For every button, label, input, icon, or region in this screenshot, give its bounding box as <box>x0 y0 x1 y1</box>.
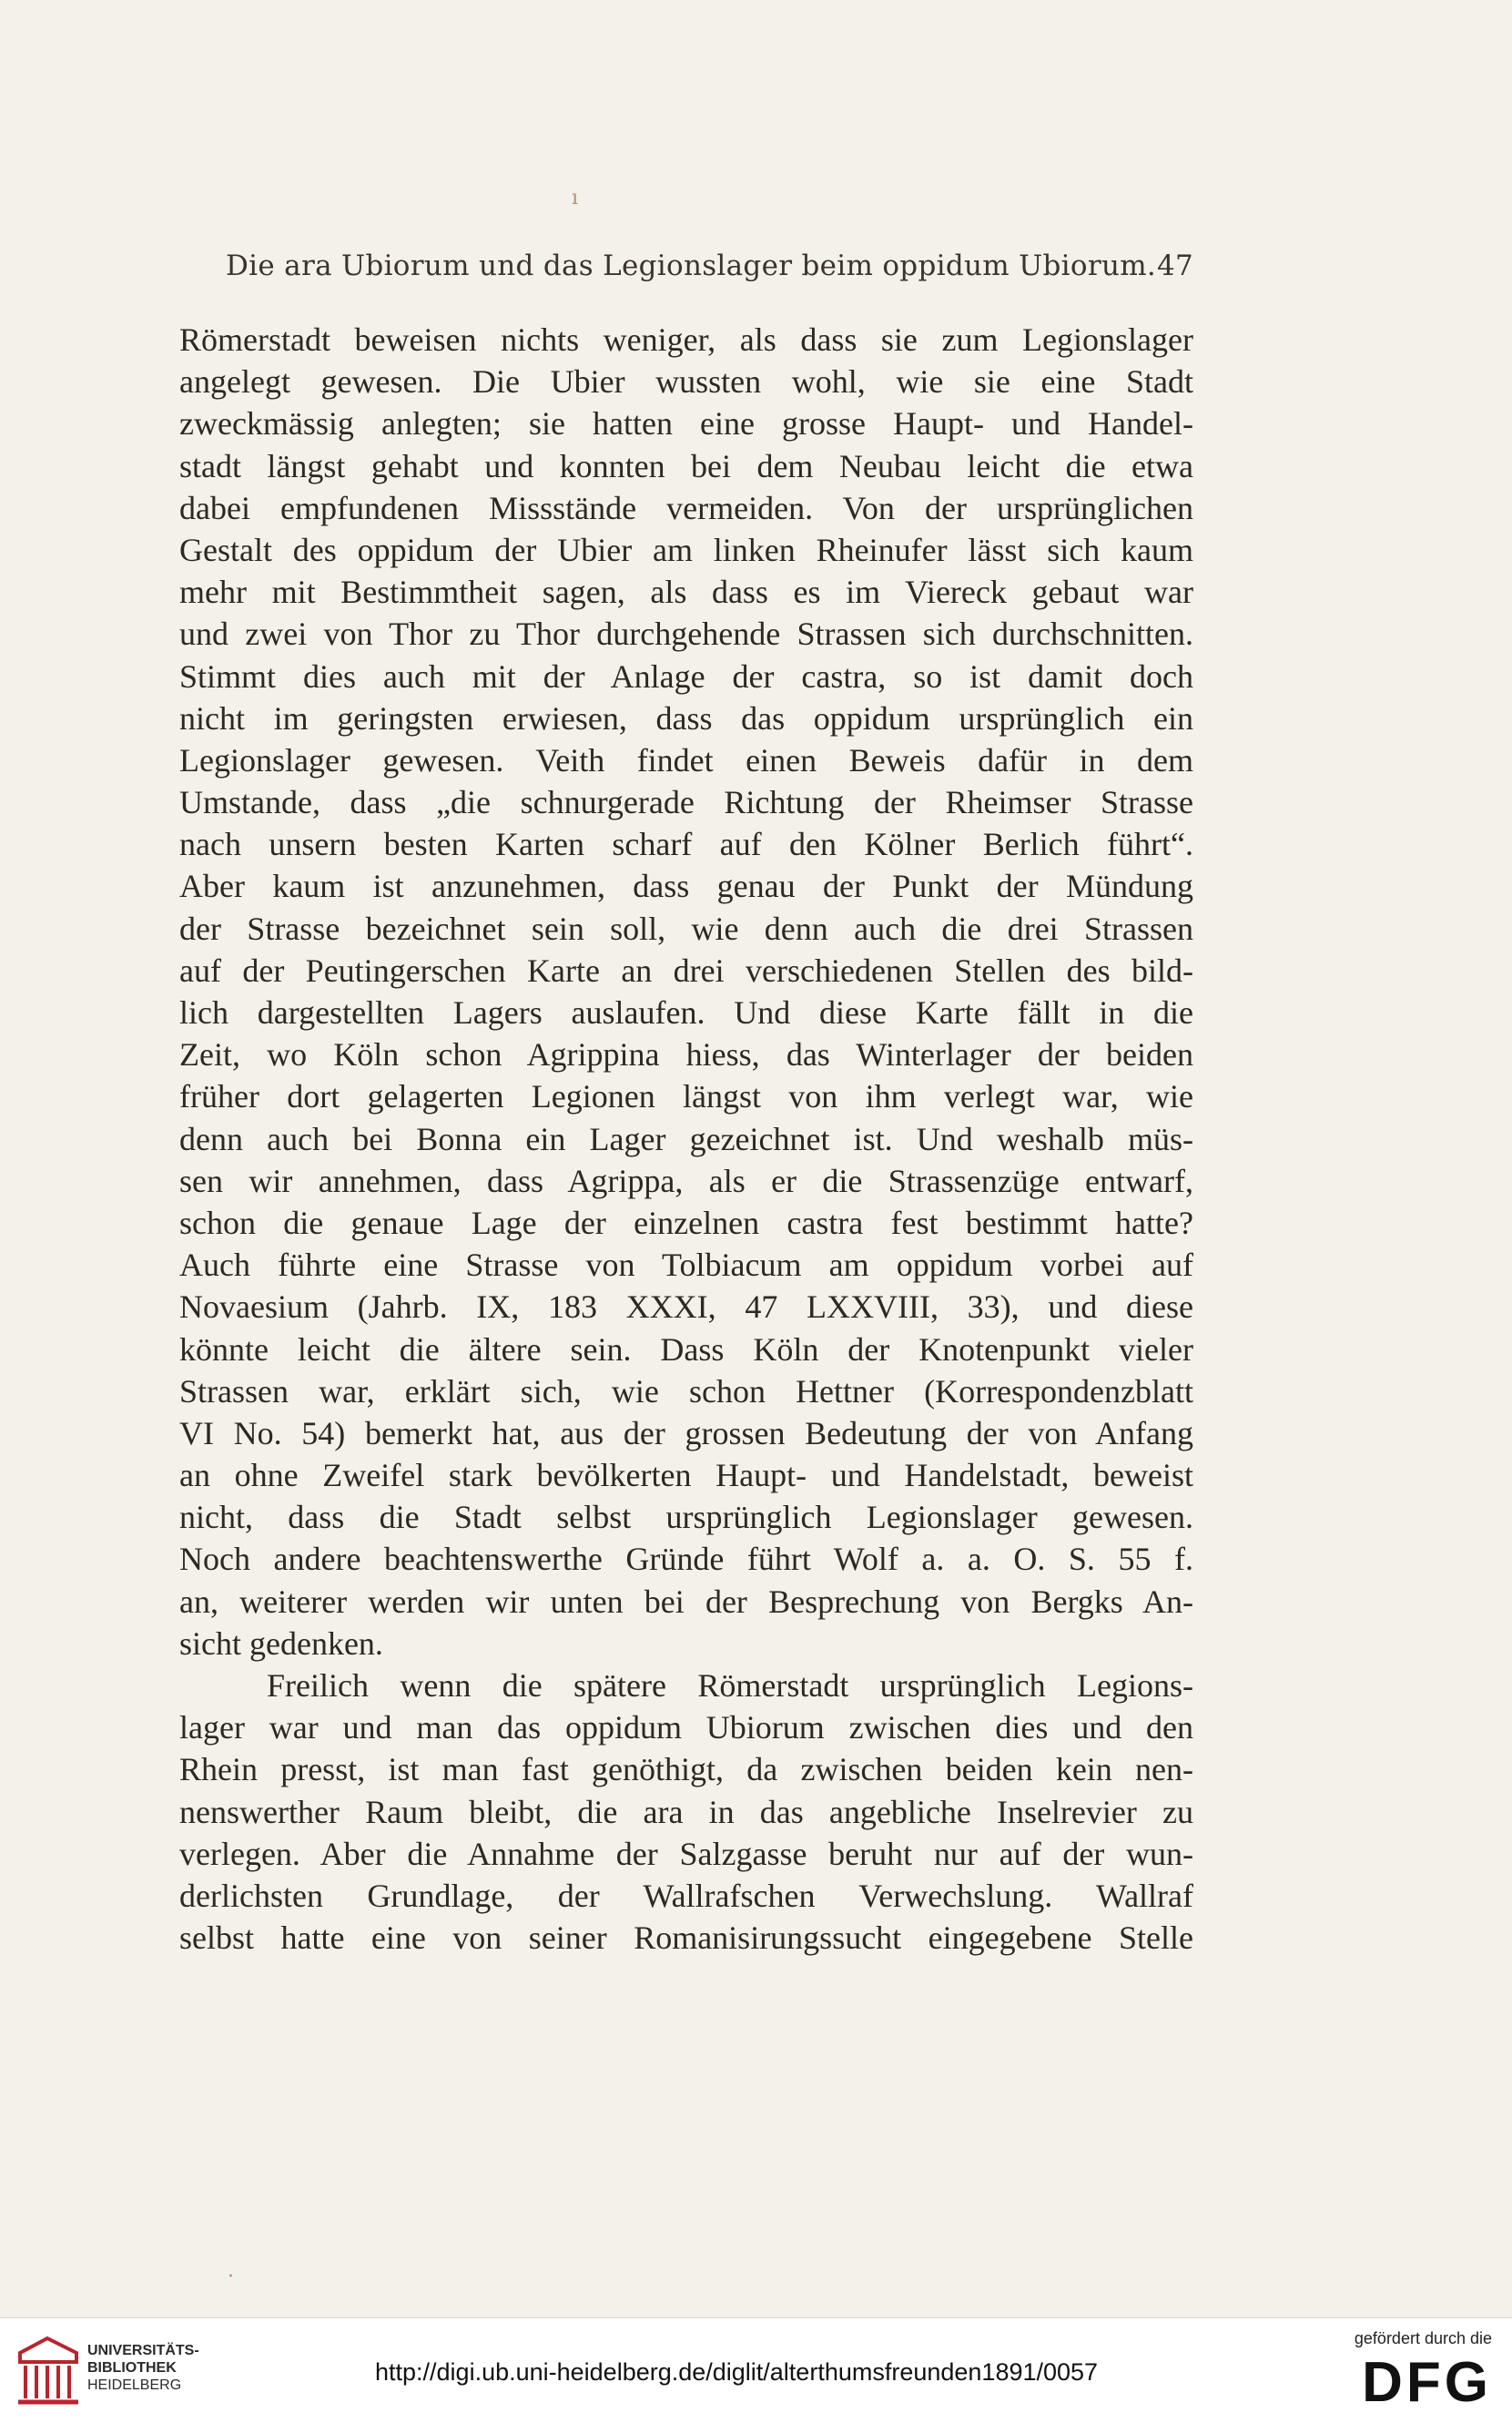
text-line: Rhein presst, ist man fast genöthigt, da zwischen beiden kein nen- <box>179 1751 1193 1788</box>
text-line: Auch führte eine Strasse von Tolbiacum am oppidum vorbei auf <box>179 1247 1193 1284</box>
digitization-footer <box>0 2317 1512 2423</box>
text-line: lich dargestellten Lagers auslaufen. Und diese Karte fällt in die <box>179 994 1193 1031</box>
text-line: auf der Peutingerschen Karte an drei verschiedenen Stellen des bild- <box>179 952 1193 989</box>
dfg-logo: DFG <box>1362 2351 1492 2414</box>
text-line: nicht im geringsten erwiesen, dass das oppidum ursprünglich ein <box>179 699 1193 737</box>
university-library-name: UNIVERSITÄTS- BIBLIOTHEK HEIDELBERG <box>87 2343 199 2393</box>
text-line: nach unsern besten Karten scharf auf den Kölner Berlich führt“. <box>179 826 1193 863</box>
text-line: VI No. 54) bemerkt hat, aus der grossen Bedeutung der von Anfang <box>179 1414 1193 1451</box>
text-line: angelegt gewesen. Die Ubier wussten wohl, wie sie eine Stadt <box>179 363 1193 401</box>
running-head-title: Die ara Ubiorum und das Legionslager beim oppidum Ubiorum. <box>226 249 1157 282</box>
text-line: und zwei von Thor zu Thor durchgehende Strassen sich durchschnitten. <box>179 616 1193 653</box>
text-line: stadt längst gehabt und konnten bei dem Neubau leicht die etwa <box>179 447 1193 484</box>
text-line: denn auch bei Bonna ein Lager gezeichnet ist. Und weshalb müs- <box>179 1120 1193 1157</box>
text-line: selbst hatte eine von seiner Romanisirungssucht eingegebene Stelle <box>179 1919 1193 1957</box>
text-line: lager war und man das oppidum Ubiorum zwischen dies und den <box>179 1709 1193 1746</box>
text-line: sicht gedenken. <box>179 1624 383 1662</box>
permalink-url[interactable]: http://digi.ub.uni-heidelberg.de/diglit/alterthumsfreunden1891/0057 <box>375 2358 1099 2386</box>
text-line: Novaesium (Jahrb. IX, 183 XXXI, 47 LXXVIII, 33), und diese <box>179 1288 1193 1326</box>
page-number: 47 <box>1156 249 1193 282</box>
funder-caption: gefördert durch die <box>1354 2329 1492 2347</box>
text-line: Stimmt dies auch mit der Anlage der castra, so ist damit doch <box>179 657 1193 695</box>
text-line: Aber kaum ist anzunehmen, dass genau der Punkt der Mündung <box>179 868 1193 905</box>
text-line: Legionslager gewesen. Veith findet einen Beweis dafür in dem <box>179 741 1193 779</box>
text-line: verlegen. Aber die Annahme der Salzgasse beruht nur auf der wun- <box>179 1835 1193 1872</box>
text-line: derlichsten Grundlage, der Wallrafschen Verwechslung. Wallraf <box>179 1877 1193 1914</box>
text-line: Umstande, dass „die schnurgerade Richtung der Rheimser Strasse <box>179 784 1193 821</box>
text-line: könnte leicht die ältere sein. Dass Köln der Knotenpunkt vieler <box>179 1330 1193 1368</box>
text-line: mehr mit Bestimmtheit sagen, als dass es im Viereck gebaut war <box>179 574 1193 611</box>
university-library-logo-icon <box>13 2335 82 2409</box>
text-line: Zeit, wo Köln schon Agrippina hiess, das Winterlager der beiden <box>179 1036 1193 1074</box>
scan-speck: · <box>228 2265 234 2288</box>
text-line: Römerstadt beweisen nichts weniger, als dass sie zum Legionslager <box>179 321 1193 358</box>
text-line: schon die genaue Lage der einzelnen castra fest bestimmt hatte? <box>179 1204 1193 1241</box>
text-line: früher dort gelagerten Legionen längst von ihm verlegt war, wie <box>179 1078 1193 1115</box>
text-line: der Strasse bezeichnet sein soll, wie denn auch die drei Strassen <box>179 910 1193 947</box>
text-line: sen wir annehmen, dass Agrippa, als er die Strassenzüge entwarf, <box>179 1162 1193 1199</box>
scan-speck: ı <box>572 187 579 209</box>
running-head <box>226 249 1193 282</box>
text-line: nenswerther Raum bleibt, die ara in das angebliche Inselrevier zu <box>179 1793 1193 1830</box>
text-line: an, weiterer werden wir unten bei der Besprechung von Bergks An- <box>179 1583 1193 1620</box>
text-line: Gestalt des oppidum der Ubier am linken Rheinufer lässt sich kaum <box>179 531 1193 568</box>
text-line: an ohne Zweifel stark bevölkerten Haupt- und Handelstadt, beweist <box>179 1457 1193 1494</box>
text-line: Strassen war, erklärt sich, wie schon Hettner (Korrespondenzblatt <box>179 1372 1193 1410</box>
text-line: Noch andere beachtenswerthe Gründe führt Wolf a. a. O. S. 55 f. <box>179 1541 1193 1578</box>
body-text <box>179 319 1193 1959</box>
text-line: Freilich wenn die spätere Römerstadt ursprünglich Legions- <box>267 1667 1193 1704</box>
text-line: nicht, dass die Stadt selbst ursprünglich Legionslager gewesen. <box>179 1499 1193 1536</box>
text-line: zweckmässig anlegten; sie hatten eine grosse Haupt- und Handel- <box>179 405 1193 443</box>
text-line: dabei empfundenen Missstände vermeiden. Von der ursprünglichen <box>179 489 1193 526</box>
